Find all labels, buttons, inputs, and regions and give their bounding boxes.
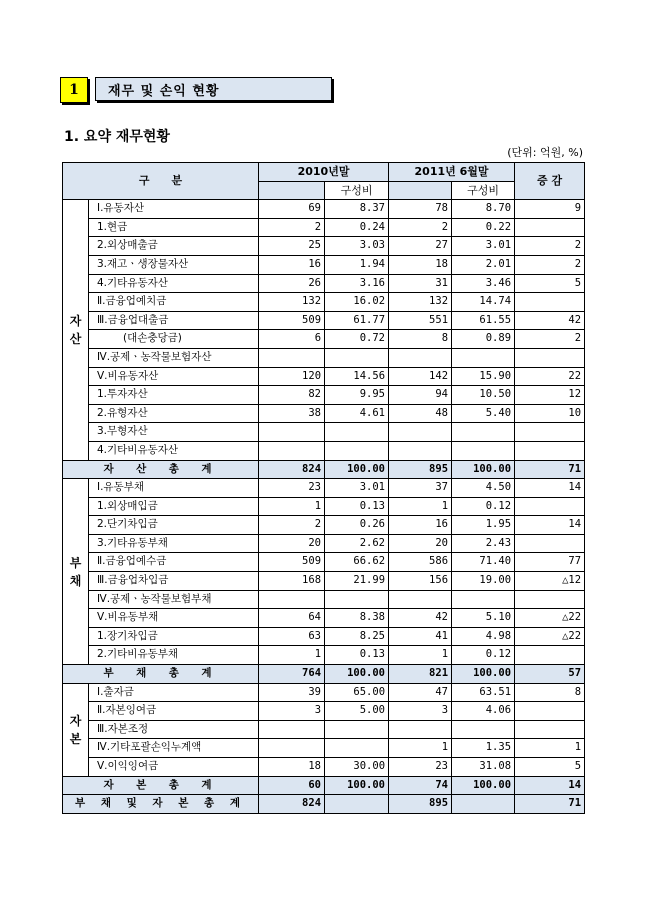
table-row	[63, 200, 585, 219]
cell-value: 65.00	[325, 683, 389, 702]
row-label: Ⅱ.금융업예수금	[89, 553, 259, 572]
cell-value: 2	[389, 218, 452, 237]
cell-value: 23	[389, 758, 452, 777]
cell-value: 69	[259, 200, 325, 219]
cell-value: 14	[515, 479, 585, 498]
cell-value: 48	[389, 404, 452, 423]
cell-value: 4.61	[325, 404, 389, 423]
cell-value	[389, 441, 452, 460]
cell-value: 18	[389, 255, 452, 274]
cell-value: 23	[259, 479, 325, 498]
cell-value: 31.08	[452, 758, 515, 777]
row-label: 2.유형자산	[89, 404, 259, 423]
cell-value: 94	[389, 386, 452, 405]
cell-value: 78	[389, 200, 452, 219]
cell-value	[259, 720, 325, 739]
cell-value	[452, 348, 515, 367]
cell-value: 16	[259, 255, 325, 274]
row-label: Ⅳ.공제ㆍ농작물보험자산	[89, 348, 259, 367]
table-row	[63, 572, 585, 591]
cell-value: 8.25	[325, 627, 389, 646]
cell-value: 37	[389, 479, 452, 498]
cell-value: 1	[515, 739, 585, 758]
table-row	[63, 646, 585, 665]
cell-value: 8	[515, 683, 585, 702]
cell-value: 4.50	[452, 479, 515, 498]
cell-value: 6	[259, 330, 325, 349]
cell-value	[259, 590, 325, 609]
cell-value	[259, 423, 325, 442]
cell-value: 132	[259, 293, 325, 312]
row-label: 1.현금	[89, 218, 259, 237]
cell-value: 42	[515, 311, 585, 330]
cell-value: 2.43	[452, 534, 515, 553]
cell-value: 27	[389, 237, 452, 256]
capital-total-row	[63, 776, 585, 795]
table-row	[63, 386, 585, 405]
cell-value: △12	[515, 572, 585, 591]
asset-total-row-value: 100.00	[325, 460, 389, 479]
row-label: 2.외상매출금	[89, 237, 259, 256]
header-ratio2: 구성비	[452, 181, 515, 200]
cell-value: 63	[259, 627, 325, 646]
grand-total-row-label: 부 채 및 자 본 총 계	[63, 795, 259, 814]
header-change: 증 감	[515, 163, 585, 200]
cell-value: 10.50	[452, 386, 515, 405]
liabilities-group-label: 부 채	[63, 479, 89, 665]
liability-total-value: 57	[515, 665, 585, 684]
row-label: Ⅲ.금융업대출금	[89, 311, 259, 330]
asset-total-row-label: 자 산 총 계	[63, 460, 259, 479]
cell-value: 3	[389, 702, 452, 721]
table-row	[63, 758, 585, 777]
cell-value: 71.40	[452, 553, 515, 572]
table-row	[63, 534, 585, 553]
cell-value	[515, 423, 585, 442]
cell-value: 3.01	[325, 479, 389, 498]
cell-value: 2	[259, 516, 325, 535]
cell-value: 8.37	[325, 200, 389, 219]
row-label: Ⅴ.비유동자산	[89, 367, 259, 386]
table-row	[63, 516, 585, 535]
cell-value: 20	[389, 534, 452, 553]
grand-total-row-value: 895	[389, 795, 452, 814]
cell-value	[325, 590, 389, 609]
header-ratio1: 구성비	[325, 181, 389, 200]
grand-total-row-value	[325, 795, 389, 814]
capital-total-row-value: 74	[389, 776, 452, 795]
cell-value: 9	[515, 200, 585, 219]
row-label: Ⅴ.비유동부채	[89, 609, 259, 628]
cell-value: 26	[259, 274, 325, 293]
table-row	[63, 274, 585, 293]
capital-total-row-value: 100.00	[325, 776, 389, 795]
liability-total-value: 100.00	[325, 665, 389, 684]
cell-value: 2	[515, 255, 585, 274]
cell-value	[325, 348, 389, 367]
cell-value: 64	[259, 609, 325, 628]
cell-value: 0.22	[452, 218, 515, 237]
liability-total-value: 100.00	[452, 665, 515, 684]
cell-value	[325, 441, 389, 460]
section-number: 1	[60, 77, 88, 103]
cell-value: 2.01	[452, 255, 515, 274]
capital-total-row-value: 60	[259, 776, 325, 795]
cell-value: 82	[259, 386, 325, 405]
table-row	[63, 553, 585, 572]
row-label: Ⅱ.금융업예치금	[89, 293, 259, 312]
row-label: 3.무형자산	[89, 423, 259, 442]
section-title: 재무 및 손익 현황	[95, 77, 332, 101]
cell-value: 2.62	[325, 534, 389, 553]
cell-value: 2	[515, 237, 585, 256]
table-row	[63, 627, 585, 646]
grand-total-row-value: 824	[259, 795, 325, 814]
row-label: 2.기타비유동부채	[89, 646, 259, 665]
cell-value: 4.06	[452, 702, 515, 721]
asset-total-row-value: 824	[259, 460, 325, 479]
cell-value: 1	[389, 646, 452, 665]
cell-value: 8.70	[452, 200, 515, 219]
cell-value: 18	[259, 758, 325, 777]
table-row	[63, 255, 585, 274]
cell-value: 10	[515, 404, 585, 423]
cell-value: 47	[389, 683, 452, 702]
header-blank2	[389, 181, 452, 200]
row-label: Ⅰ.유동자산	[89, 200, 259, 219]
cell-value: 551	[389, 311, 452, 330]
cell-value: 22	[515, 367, 585, 386]
cell-value	[515, 534, 585, 553]
cell-value	[452, 590, 515, 609]
cell-value	[515, 497, 585, 516]
cell-value: 30.00	[325, 758, 389, 777]
asset-total-row-value: 895	[389, 460, 452, 479]
cell-value: 61.77	[325, 311, 389, 330]
row-label: Ⅰ.출자금	[89, 683, 259, 702]
cell-value: 156	[389, 572, 452, 591]
cell-value: 77	[515, 553, 585, 572]
table-row	[63, 497, 585, 516]
row-label: Ⅳ.기타포괄손익누계액	[89, 739, 259, 758]
cell-value: 5.10	[452, 609, 515, 628]
row-label: 3.재고ㆍ생장물자산	[89, 255, 259, 274]
cell-value: 5	[515, 758, 585, 777]
cell-value: 25	[259, 237, 325, 256]
asset-total-row-value: 71	[515, 460, 585, 479]
cell-value: 0.89	[452, 330, 515, 349]
cell-value	[515, 702, 585, 721]
cell-value: 14.56	[325, 367, 389, 386]
cell-value: 14	[515, 516, 585, 535]
cell-value: 38	[259, 404, 325, 423]
subtitle: 1. 요약 재무현황	[64, 129, 170, 145]
header-period1: 2010년말	[259, 163, 389, 182]
cell-value: 12	[515, 386, 585, 405]
cell-value: 3	[259, 702, 325, 721]
liability-total-label: 부 채 총 계	[63, 665, 259, 684]
cell-value	[515, 348, 585, 367]
table-row	[63, 441, 585, 460]
cell-value: 16.02	[325, 293, 389, 312]
cell-value: 0.12	[452, 497, 515, 516]
cell-value: 3.46	[452, 274, 515, 293]
cell-value: 0.24	[325, 218, 389, 237]
row-label: Ⅱ.자본잉여금	[89, 702, 259, 721]
table-row	[63, 330, 585, 349]
asset-total-row-value: 100.00	[452, 460, 515, 479]
table-row	[63, 311, 585, 330]
cell-value: 20	[259, 534, 325, 553]
table-row	[63, 218, 585, 237]
cell-value: 0.12	[452, 646, 515, 665]
cell-value: 1.94	[325, 255, 389, 274]
cell-value: 42	[389, 609, 452, 628]
cell-value	[259, 441, 325, 460]
table-row	[63, 237, 585, 256]
row-label: Ⅲ.금융업차입금	[89, 572, 259, 591]
cell-value: 14.74	[452, 293, 515, 312]
cell-value: 15.90	[452, 367, 515, 386]
table-row	[63, 479, 585, 498]
liability-total-row	[63, 665, 585, 684]
assets-group-label: 자 산	[63, 200, 89, 460]
row-label: Ⅲ.자본조정	[89, 720, 259, 739]
cell-value	[515, 218, 585, 237]
table-row	[63, 683, 585, 702]
cell-value	[515, 293, 585, 312]
capital-group-label: 자 본	[63, 683, 89, 776]
table-row	[63, 348, 585, 367]
cell-value: 1	[259, 646, 325, 665]
cell-value: 509	[259, 311, 325, 330]
header-period2: 2011년 6월말	[389, 163, 515, 182]
table-row	[63, 702, 585, 721]
table-row	[63, 720, 585, 739]
table-row	[63, 404, 585, 423]
cell-value	[452, 423, 515, 442]
row-label: Ⅳ.공제ㆍ농작물보험부채	[89, 590, 259, 609]
row-label: Ⅰ.유동부채	[89, 479, 259, 498]
unit-note: (단위: 억원, %)	[507, 146, 583, 159]
table-body	[63, 200, 585, 814]
header-category: 구 분	[63, 163, 259, 200]
cell-value: 132	[389, 293, 452, 312]
cell-value: 66.62	[325, 553, 389, 572]
cell-value	[515, 720, 585, 739]
cell-value: 142	[389, 367, 452, 386]
cell-value: 3.03	[325, 237, 389, 256]
grand-total-row	[63, 795, 585, 814]
row-label: 2.단기차입금	[89, 516, 259, 535]
cell-value: 61.55	[452, 311, 515, 330]
cell-value: 21.99	[325, 572, 389, 591]
cell-value	[259, 739, 325, 758]
cell-value: 509	[259, 553, 325, 572]
table-row	[63, 367, 585, 386]
cell-value: 31	[389, 274, 452, 293]
grand-total-row-value	[452, 795, 515, 814]
cell-value: 0.72	[325, 330, 389, 349]
cell-value: 5.00	[325, 702, 389, 721]
cell-value: 5.40	[452, 404, 515, 423]
row-label: (대손충당금)	[89, 330, 259, 349]
cell-value: 0.26	[325, 516, 389, 535]
asset-total-row	[63, 460, 585, 479]
cell-value	[389, 720, 452, 739]
cell-value	[452, 720, 515, 739]
liability-total-value: 764	[259, 665, 325, 684]
cell-value	[325, 739, 389, 758]
cell-value: 2	[259, 218, 325, 237]
cell-value: 1	[389, 497, 452, 516]
table-row	[63, 739, 585, 758]
cell-value	[452, 441, 515, 460]
cell-value: 8.38	[325, 609, 389, 628]
cell-value: 5	[515, 274, 585, 293]
cell-value: 120	[259, 367, 325, 386]
table-row	[63, 423, 585, 442]
cell-value: 1	[389, 739, 452, 758]
cell-value	[515, 590, 585, 609]
row-label: Ⅴ.이익잉여금	[89, 758, 259, 777]
cell-value: 3.01	[452, 237, 515, 256]
grand-total-row-value: 71	[515, 795, 585, 814]
cell-value: 1.35	[452, 739, 515, 758]
row-label: 4.기타비유동자산	[89, 441, 259, 460]
cell-value	[325, 423, 389, 442]
cell-value	[389, 423, 452, 442]
cell-value: 1	[259, 497, 325, 516]
row-label: 3.기타유동부채	[89, 534, 259, 553]
cell-value: △22	[515, 627, 585, 646]
table-row	[63, 590, 585, 609]
row-label: 1.장기차입금	[89, 627, 259, 646]
cell-value: 0.13	[325, 497, 389, 516]
cell-value: △22	[515, 609, 585, 628]
cell-value: 0.13	[325, 646, 389, 665]
row-label: 1.투자자산	[89, 386, 259, 405]
cell-value	[515, 441, 585, 460]
cell-value: 41	[389, 627, 452, 646]
cell-value: 3.16	[325, 274, 389, 293]
cell-value: 63.51	[452, 683, 515, 702]
cell-value: 4.98	[452, 627, 515, 646]
capital-total-row-label: 자 본 총 계	[63, 776, 259, 795]
cell-value: 2	[515, 330, 585, 349]
cell-value: 8	[389, 330, 452, 349]
cell-value: 39	[259, 683, 325, 702]
cell-value	[325, 720, 389, 739]
liability-total-value: 821	[389, 665, 452, 684]
cell-value	[389, 590, 452, 609]
cell-value: 586	[389, 553, 452, 572]
table-row	[63, 293, 585, 312]
cell-value: 9.95	[325, 386, 389, 405]
cell-value	[259, 348, 325, 367]
cell-value	[389, 348, 452, 367]
cell-value: 168	[259, 572, 325, 591]
cell-value: 16	[389, 516, 452, 535]
cell-value: 1.95	[452, 516, 515, 535]
cell-value	[515, 646, 585, 665]
header-blank1	[259, 181, 325, 200]
cell-value: 19.00	[452, 572, 515, 591]
capital-total-row-value: 14	[515, 776, 585, 795]
capital-total-row-value: 100.00	[452, 776, 515, 795]
row-label: 4.기타유동자산	[89, 274, 259, 293]
financial-summary-table	[62, 162, 585, 814]
table-row	[63, 609, 585, 628]
row-label: 1.외상매입금	[89, 497, 259, 516]
